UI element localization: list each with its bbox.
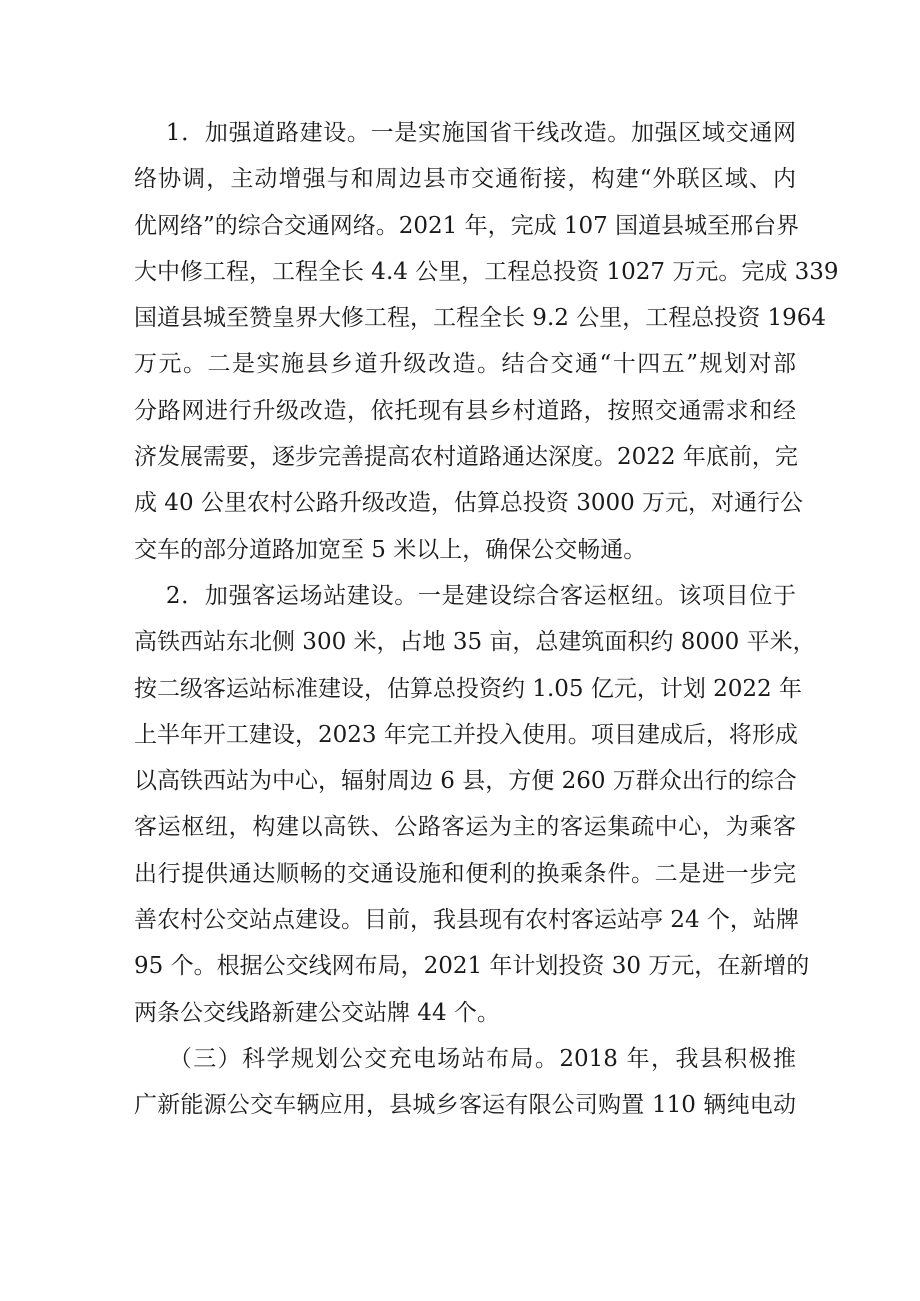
text-line: 大中修工程，工程全长 4.4 公里，工程总投资 1027 万元。完成 339: [134, 258, 839, 285]
text-line: 优网络”的综合交通网络。2021 年，完成 107 国道县城至邢台界: [134, 212, 800, 239]
paragraph-charging-station-planning: [134, 1036, 796, 1129]
text-line: 济发展需要，逐步完善提高农村道路通达深度。2022 年底前，完: [134, 444, 798, 471]
text-line: 交车的部分道路加宽至 5 米以上，确保公交畅通。: [134, 536, 647, 563]
text-line: 万元。二是实施县乡道升级改造。结合交通“十四五”规划对部: [134, 351, 796, 378]
text-line: （三）科学规划公交充电场站布局。2018 年，我县积极推: [134, 1045, 796, 1072]
paragraph-road-construction: [134, 110, 839, 573]
paragraph-station-construction: [134, 573, 816, 1036]
text-line: 络协调，主动增强与和周边县市交通衔接，构建“外联区域、内: [134, 166, 796, 193]
text-line: 上半年开工建设，2023 年完工并投入使用。项目建成后，将形成: [134, 721, 798, 748]
text-line: 以高铁西站为中心，辐射周边 6 县，方便 260 万群众出行的综合: [134, 768, 797, 795]
text-line: 善农村公交站点建设。目前，我县现有农村客运站亭 24 个，站牌: [134, 907, 799, 934]
text-line: 广新能源公交车辆应用，县城乡客运有限公司购置 110 辆纯电动: [134, 1092, 796, 1119]
text-line: 1．加强道路建设。一是实施国省干线改造。加强区域交通网: [134, 120, 796, 146]
text-line: 国道县城至赞皇界大修工程，工程全长 9.2 公里，工程总投资 1964: [134, 305, 827, 332]
text-line: 按二级客运站标准建设，估算总投资约 1.05 亿元，计划 2022 年: [134, 675, 802, 702]
text-line: 分路网进行升级改造，依托现有县乡村道路，按照交通需求和经: [134, 397, 796, 424]
text-line: 出行提供通达顺畅的交通设施和便利的换乘条件。二是进一步完: [134, 860, 796, 887]
text-line: 95 个。根据公交线网布局，2021 年计划投资 30 万元，在新增的: [134, 953, 810, 980]
text-line: 客运枢纽，构建以高铁、公路客运为主的客运集疏中心，为乘客: [134, 814, 796, 841]
text-line: 两条公交线路新建公交站牌 44 个。: [134, 999, 500, 1026]
document-body: [134, 110, 839, 1129]
text-line: 高铁西站东北侧 300 米，占地 35 亩，总建筑面积约 8000 平米，: [134, 629, 816, 656]
text-line: 成 40 公里农村公路升级改造，估算总投资 3000 万元，对通行公: [134, 490, 804, 517]
text-line: 2．加强客运场站建设。一是建设综合客运枢纽。该项目位于: [134, 582, 796, 609]
